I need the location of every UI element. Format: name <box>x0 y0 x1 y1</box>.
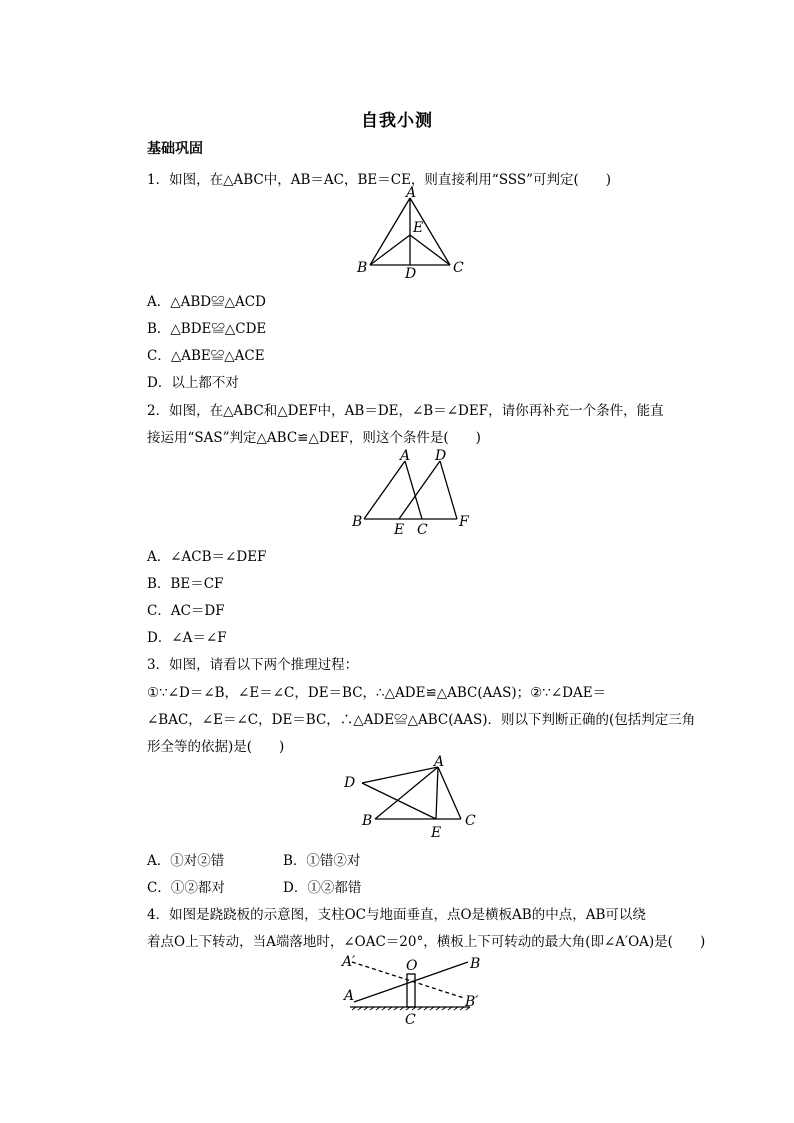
q1-label-e: E <box>413 220 424 236</box>
q1-label-a: A <box>406 185 417 201</box>
q2-segment-ab <box>364 461 405 519</box>
q1-label-c: C <box>453 260 464 276</box>
q3-segment-ab <box>375 767 438 819</box>
q1-option-a: A．△ABD≌△ACD <box>147 294 266 310</box>
q1-segment-ab <box>370 198 410 265</box>
q4-label-b: B <box>470 956 481 972</box>
q1-label-b: B <box>357 260 368 276</box>
q4-label-b2: B′ <box>465 994 479 1010</box>
q3-option-a: A．①对②错 <box>147 853 225 869</box>
q3-option-c: C．①②都对 <box>147 880 225 896</box>
q4-pillar-oc <box>407 974 415 1007</box>
section-heading: 基础巩固 <box>147 141 203 157</box>
q4-label-o: O <box>406 958 418 974</box>
page-title: 自我小测 <box>361 111 433 131</box>
q1-option-b: B．△BDE≌△CDE <box>147 321 267 337</box>
q3-segment-ad <box>362 767 438 783</box>
q3-label-a: A <box>434 754 445 770</box>
q3-option-d: D．①②都错 <box>283 880 362 896</box>
q3-segment-de <box>362 783 436 819</box>
q2-label-e: E <box>394 522 405 538</box>
q1-option-c: C．△ABE≌△ACE <box>147 348 265 364</box>
q2-label-c: C <box>417 522 428 538</box>
q1-label-d: D <box>405 266 417 282</box>
q3-label-e: E <box>431 825 442 841</box>
q2-option-d: D．∠A＝∠F <box>147 630 227 646</box>
q3-segment-ac <box>438 767 461 819</box>
q2-label-d: D <box>435 448 447 464</box>
q2-stem-line2: 接运用“SAS”判定△ABC≌△DEF，则这个条件是( ) <box>147 430 481 446</box>
q3-option-b: B．①错②对 <box>283 853 361 869</box>
q1-option-d: D．以上都不对 <box>147 375 239 391</box>
q2-label-f: F <box>459 514 469 530</box>
q4-label-c: C <box>405 1012 416 1028</box>
q3-figure <box>342 754 482 842</box>
q3-label-c: C <box>465 813 476 829</box>
q4-label-a: A <box>344 988 355 1004</box>
q2-stem-line1: 2．如图，在△ABC和△DEF中，AB＝DE，∠B＝∠DEF，请你再补充一个条件，能直 <box>147 403 664 419</box>
q3-label-d: D <box>344 775 356 791</box>
q3-stem-line2: ①∵∠D＝∠B，∠E＝∠C，DE＝BC，∴△ADE≌△ABC(AAS)；②∵∠DAE＝ <box>147 685 607 701</box>
q4-figure <box>340 952 490 1027</box>
q2-option-b: B．BE＝CF <box>147 576 224 592</box>
q2-figure <box>350 447 480 539</box>
q2-option-c: C．AC＝DF <box>147 603 225 619</box>
q2-label-b: B <box>352 514 363 530</box>
q3-stem-line1: 3．如图，请看以下两个推理过程： <box>147 657 359 673</box>
q2-segment-df <box>440 461 457 519</box>
q1-segment-ce <box>410 235 450 265</box>
q2-label-a: A <box>400 448 411 464</box>
q3-stem-line3: ∠BAC，∠E＝∠C，DE＝BC，∴△ADE≌△ABC(AAS)．则以下判断正确的(包括判定三角 <box>147 712 696 728</box>
q3-stem-line4: 形全等的依据)是( ) <box>147 739 285 755</box>
q3-segment-ae <box>436 767 438 819</box>
q4-label-a2: A′ <box>342 954 356 970</box>
q1-stem: 1．如图，在△ABC中，AB＝AC，BE＝CE，则直接利用“SSS”可判定( ) <box>147 172 612 188</box>
q1-segment-be <box>370 235 410 265</box>
q4-stem-line2: 着点O上下转动，当A端落地时，∠OAC＝20°，横板上下可转动的最大角(即∠A′OA)是( ) <box>147 934 706 950</box>
q2-option-a: A．∠ACB＝∠DEF <box>147 549 267 565</box>
q1-figure <box>350 185 470 283</box>
q4-stem-line1: 4．如图是跷跷板的示意图，支柱OC与地面垂直，点O是横板AB的中点，AB可以绕 <box>147 907 646 923</box>
q3-label-b: B <box>362 813 373 829</box>
